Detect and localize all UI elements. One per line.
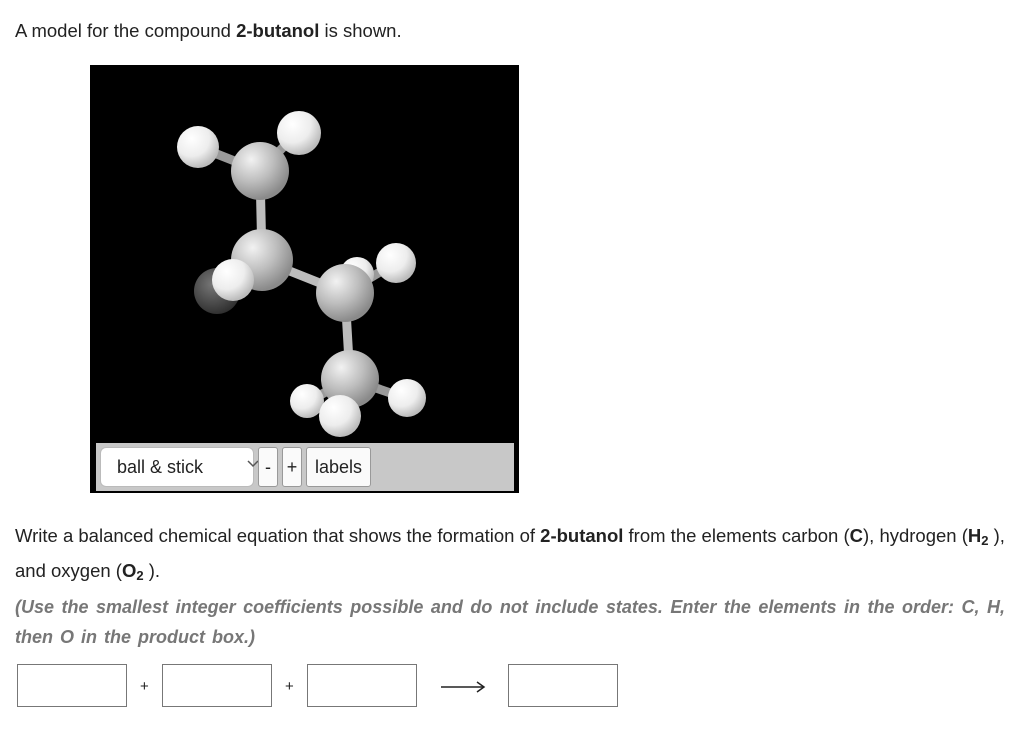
question-part: from the elements carbon (	[623, 525, 850, 546]
element-carbon: C	[849, 525, 863, 546]
viewer-controls	[96, 443, 514, 491]
plus-sign: +	[140, 678, 149, 695]
zoom-out-button[interactable]: -	[258, 447, 278, 487]
question-text	[15, 521, 1005, 591]
instructions-hint: (Use the smallest integer coefficients possible and do not include states. Enter the elements in the order: C, H, then O in the product box.)	[15, 597, 1005, 647]
question-part: ).	[143, 560, 161, 581]
zoom-in-button[interactable]: +	[282, 447, 302, 487]
intro-pre: A model for the compound	[15, 20, 237, 41]
display-style-select[interactable]	[100, 447, 254, 487]
molecule-model-canvas[interactable]	[92, 67, 517, 443]
display-style-value: ball & stick	[117, 457, 204, 477]
plus-sign: +	[285, 678, 294, 695]
hydrogen-atom	[212, 259, 254, 301]
compound-name: 2-butanol	[540, 525, 624, 546]
reactant-3-input[interactable]	[307, 664, 417, 707]
question-part: ), and oxygen (	[15, 525, 1005, 581]
carbon-atom	[316, 264, 374, 322]
molecule-viewer[interactable]	[90, 65, 519, 493]
intro-text	[15, 20, 402, 42]
question-part: ), hydrogen (	[863, 525, 968, 546]
element-oxygen: O	[121, 560, 137, 581]
reactant-2-input[interactable]	[162, 664, 272, 707]
hydrogen-atom	[177, 126, 219, 168]
hydrogen-atom	[376, 243, 416, 283]
carbon-atom	[231, 142, 289, 200]
hydrogen-atom	[290, 384, 324, 418]
hydrogen-subscript: 2	[981, 533, 989, 548]
hydrogen-atom	[277, 111, 321, 155]
intro-post: is shown.	[319, 20, 402, 41]
reaction-arrow-icon	[440, 680, 486, 699]
labels-button[interactable]: labels	[306, 447, 371, 487]
hydrogen-atom	[319, 395, 361, 437]
element-hydrogen: H	[967, 525, 982, 546]
product-input[interactable]	[508, 664, 618, 707]
question-part: Write a balanced chemical equation that shows the formation of	[15, 525, 541, 546]
oxygen-subscript: 2	[136, 568, 144, 583]
hydrogen-atom	[388, 379, 426, 417]
reactant-1-input[interactable]	[17, 664, 127, 707]
compound-name: 2-butanol	[236, 20, 320, 41]
